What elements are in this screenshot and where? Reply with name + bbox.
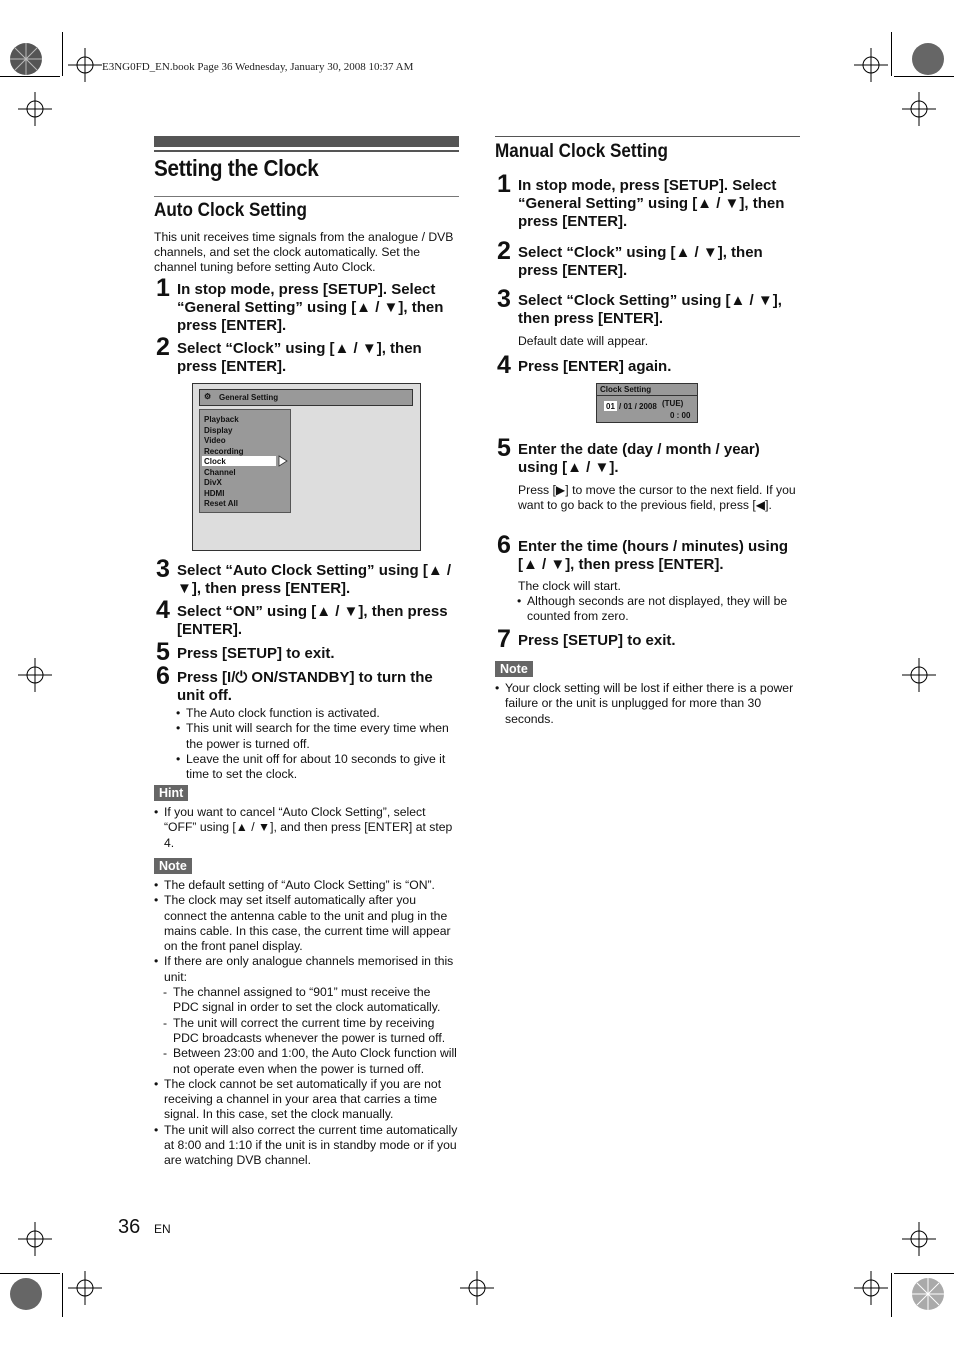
bullet: • The unit will also correct the current time automatically at 8:00 and 1:10 if the unit is in standby mode or if you are watching DVB channel. (154, 1123, 459, 1169)
step6-bullets (176, 706, 458, 782)
crosshair-mark (854, 48, 888, 82)
menu-item-selected[interactable]: Clock (204, 457, 226, 466)
crop-line (891, 1273, 892, 1317)
step-number: 5 (497, 434, 511, 462)
menu-item[interactable]: Display (204, 425, 233, 435)
step6-bullet (517, 594, 800, 625)
manual-note (495, 681, 800, 727)
manual-step-2: Select “Clock” using [▲ / ▼], then press [ENTER]. (518, 244, 763, 279)
section-rule (495, 136, 800, 137)
crosshair-mark (18, 92, 52, 126)
auto-intro: This unit receives time signals from the analogue / DVB channels, and set the clock automatically. Set the channel tuning before setting Auto Clock. (154, 230, 454, 274)
crop-line (894, 1273, 954, 1274)
gear-icon: ⚙ (204, 392, 212, 401)
bullet: • The default setting of “Auto Clock Setting” is “ON”. (154, 878, 459, 893)
menu-item[interactable]: Video (204, 436, 226, 445)
language-code: EN (154, 1222, 171, 1236)
clock-screen-divider (597, 395, 697, 396)
crosshair-mark (68, 1271, 102, 1305)
manual-step-4: Press [ENTER] again. (518, 358, 672, 375)
crosshair-mark (18, 1222, 52, 1256)
color-registration-mark (911, 42, 945, 76)
auto-notes (154, 878, 459, 1169)
crop-line (62, 32, 63, 76)
bullet: • Although seconds are not displayed, they will be counted from zero. (517, 594, 800, 625)
step-number: 5 (156, 638, 170, 666)
hint-label: Hint (154, 785, 188, 801)
crosshair-mark (902, 92, 936, 126)
bullet: • The Auto clock function is activated. (176, 706, 458, 721)
weekday-label: (TUE) (662, 399, 684, 408)
auto-step-2: Select “Clock” using [▲ / ▼], then press [ENTER]. (177, 340, 422, 375)
step-number: 6 (156, 662, 170, 690)
bullet: • If there are only analogue channels memorised in this unit: (154, 954, 459, 985)
auto-clock-title: Auto Clock Setting (154, 200, 307, 221)
auto-step-5: Press [SETUP] to exit. (177, 645, 335, 662)
step-number: 2 (497, 237, 511, 265)
step-number: 4 (497, 351, 511, 379)
page-title: Setting the Clock (154, 155, 319, 181)
crop-line (891, 32, 892, 76)
note-label: Note (495, 661, 533, 677)
crop-line (894, 76, 954, 77)
crop-line (0, 76, 60, 77)
time-field[interactable]: 0 : 00 (670, 411, 691, 420)
step3-sub: Default date will appear. (518, 334, 649, 348)
step-number: 3 (156, 555, 170, 583)
bullet: • Leave the unit off for about 10 seconds to give it time to set the clock. (176, 752, 458, 783)
step-number: 1 (156, 274, 170, 302)
month-year-field[interactable]: / 01 / 2008 (619, 402, 657, 411)
menu-item[interactable]: Reset All (204, 499, 238, 508)
file-info-header: E3NG0FD_EN.book Page 36 Wednesday, January 30, 2008 10:37 AM (102, 61, 414, 73)
menu-list (199, 409, 291, 513)
crosshair-mark (854, 1271, 888, 1305)
bullet: • Your clock setting will be lost if either there is a power failure or the unit is unplugged for more than 30 seconds. (495, 681, 800, 727)
sub-bullet: - The unit will correct the current time by receiving PDC broadcasts whenever the power is turned off. (154, 1016, 459, 1047)
bullet: • The clock may set itself automatically after you connect the antenna cable to the unit and plug in the mains cable. In this case, the current time will appear on the front panel display. (154, 893, 459, 954)
menu-item[interactable]: Playback (204, 415, 239, 424)
clock-screen-title: Clock Setting (600, 385, 652, 394)
step-number: 1 (497, 170, 511, 198)
color-registration-mark (9, 1277, 43, 1311)
sub-bullet: - Between 23:00 and 1:00, the Auto Clock function will not operate even when the power is turned off. (154, 1046, 459, 1077)
sub-bullet: - The channel assigned to “901” must receive the PDC signal in order to set the clock automatically. (154, 985, 459, 1016)
step-number: 4 (156, 596, 170, 624)
menu-item[interactable]: Recording (204, 446, 244, 456)
hint-text (154, 805, 459, 851)
bullet: • The clock cannot be set automatically if you are not receiving a channel in your area that carries a time signal. In this case, set the clock manually. (154, 1077, 459, 1123)
step6-sub: The clock will start. (518, 579, 621, 593)
manual-step-3: Select “Clock Setting” using [▲ / ▼], then press [ENTER]. (518, 292, 782, 327)
auto-step-4: Select “ON” using [▲ / ▼], then press [ENTER]. (177, 603, 448, 638)
manual-clock-title: Manual Clock Setting (495, 141, 668, 162)
crosshair-mark (18, 658, 52, 692)
note-label: Note (154, 858, 192, 874)
crosshair-mark (460, 1271, 494, 1305)
crop-line (62, 1273, 63, 1317)
crosshair-mark (902, 1222, 936, 1256)
crop-line (0, 1273, 60, 1274)
manual-step-1: In stop mode, press [SETUP]. Select “General Setting” using [▲ / ▼], then press [ENTER]. (518, 177, 785, 230)
manual-step-7: Press [SETUP] to exit. (518, 632, 676, 649)
section-rule (154, 196, 459, 197)
page-number: 36 (118, 1216, 141, 1238)
auto-step-1: In stop mode, press [SETUP]. Select “General Setting” using [▲ / ▼], then press [ENTER]. (177, 281, 444, 334)
crosshair-mark (902, 658, 936, 692)
auto-step-6: Press [I/⏻ ON/STANDBY] to turn the unit off. (177, 669, 433, 704)
clock-setting-screen (596, 383, 698, 423)
title-bar (154, 136, 459, 147)
step-number: 2 (156, 333, 170, 361)
menu-item[interactable]: Channel (204, 467, 236, 477)
manual-step-6: Enter the time (hours / minutes) using [▲ / ▼], then press [ENTER]. (518, 538, 789, 573)
menu-item[interactable]: HDMI (204, 488, 225, 498)
bullet: • If you want to cancel “Auto Clock Setting”, select “OFF” using [▲ / ▼], and then press [ENTER] at step 4. (154, 805, 459, 851)
title-rule (154, 150, 459, 152)
step5-sub: Press [▶] to move the cursor to the next field. If you want to go back to the previous field, press [◀]. (518, 483, 796, 512)
auto-step-3: Select “Auto Clock Setting” using [▲ / ▼], then press [ENTER]. (177, 562, 452, 597)
step-number: 7 (497, 625, 511, 653)
menu-item[interactable]: DivX (204, 478, 222, 487)
step-number: 6 (497, 531, 511, 559)
arrow-right-icon (278, 455, 288, 467)
manual-step-5: Enter the date (day / month / year) using [▲ / ▼]. (518, 441, 760, 476)
color-registration-mark (911, 1277, 945, 1311)
menu-header-label: General Setting (219, 393, 279, 402)
color-registration-mark (9, 42, 43, 76)
menu-header (199, 389, 413, 406)
step-number: 3 (497, 285, 511, 313)
day-field[interactable]: 01 (606, 402, 615, 411)
bullet: • This unit will search for the time every time when the power is turned off. (176, 721, 458, 752)
crosshair-mark (68, 48, 102, 82)
